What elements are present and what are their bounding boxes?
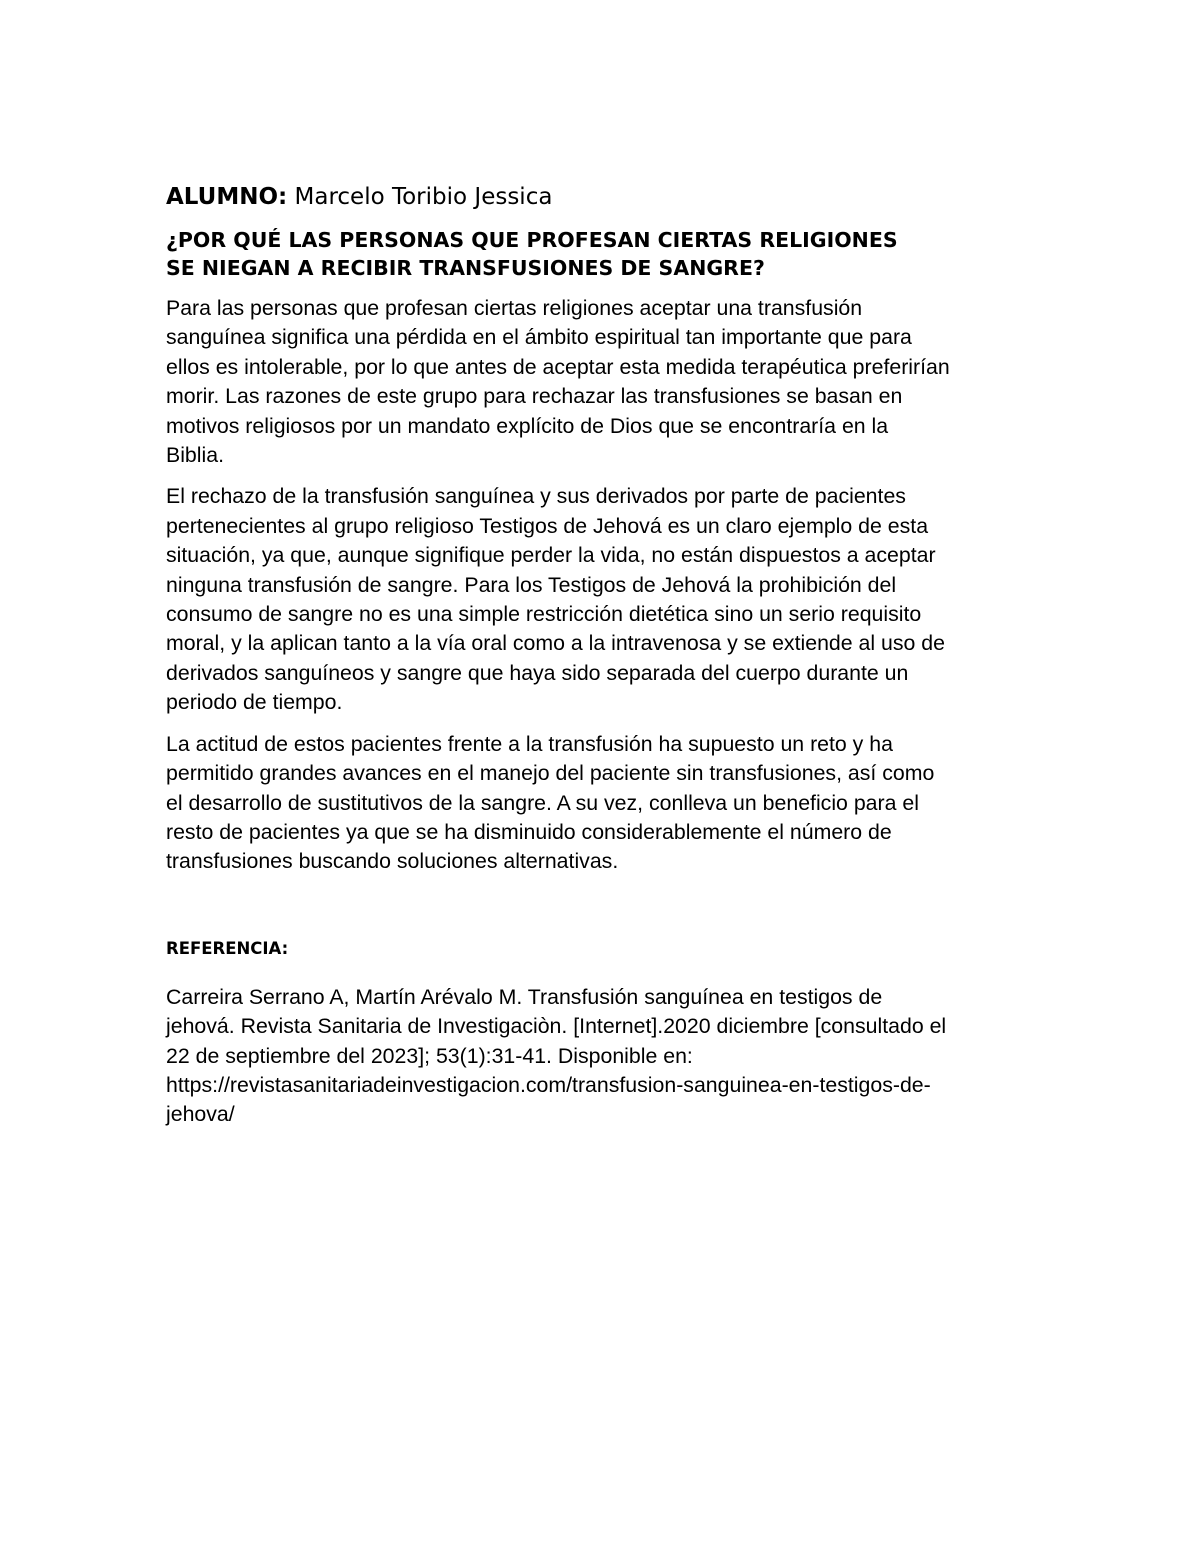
paragraph-line: derivados sanguíneos y sangre que haya sido separada del cuerpo durante un [166, 660, 909, 685]
paragraph-line: situación, ya que, aunque signifique perder la vida, no están dispuestos a aceptar [166, 543, 936, 568]
paragraph-line: resto de pacientes ya que se ha disminuido considerablemente el número de [166, 819, 892, 844]
student-name: Marcelo Toribio Jessica [294, 184, 553, 210]
student-line [166, 180, 1036, 214]
reference-heading: REFERENCIA: [166, 938, 289, 958]
question-line: SE NIEGAN A RECIBIR TRANSFUSIONES DE SANGRE? [166, 256, 765, 280]
reference-url-line[interactable]: jehova/ [166, 1102, 235, 1127]
paragraph-line: consumo de sangre no es una simple restricción dietética sino un serio requisito [166, 602, 922, 627]
paragraph-line: transfusiones buscando soluciones alternativas. [166, 849, 619, 874]
paragraph-line: Biblia. [166, 443, 225, 468]
paragraph-line: La actitud de estos pacientes frente a la transfusión ha supuesto un reto y ha [166, 731, 893, 756]
paragraph-3 [166, 730, 1036, 877]
question-heading [166, 226, 1036, 282]
paragraph-line: morir. Las razones de este grupo para rechazar las transfusiones se basan en [166, 384, 903, 409]
reference-citation [166, 983, 1036, 1130]
paragraph-line: moral, y la aplican tanto a la vía oral como a la intravenosa y se extiende al uso de [166, 631, 945, 656]
student-label: ALUMNO: [166, 184, 288, 210]
paragraph-line: Para las personas que profesan ciertas religiones aceptar una transfusión [166, 296, 863, 320]
reference-line: jehová. Revista Sanitaria de Investigaciòn. [Internet].2020 diciembre [consultado el [166, 1014, 947, 1039]
paragraph-line: motivos religiosos por un mandato explícito de Dios que se encontraría en la [166, 413, 889, 438]
paragraph-line: ellos es intolerable, por lo que antes de aceptar esta medida terapéutica preferirían [166, 354, 950, 379]
paragraph-line: pertenecientes al grupo religioso Testigos de Jehová es un claro ejemplo de esta [166, 513, 929, 538]
paragraph-line: ninguna transfusión de sangre. Para los Testigos de Jehová la prohibición del [166, 572, 897, 597]
reference-line: Carreira Serrano A, Martín Arévalo M. Transfusión sanguínea en testigos de [166, 984, 883, 1009]
paragraph-2 [166, 482, 1036, 717]
paragraph-line: sanguínea significa una pérdida en el ámbito espiritual tan importante que para [166, 325, 912, 350]
reference-line: 22 de septiembre del 2023]; 53(1):31-41. Disponible en: [166, 1043, 693, 1068]
paragraph-line: El rechazo de la transfusión sanguínea y sus derivados por parte de pacientes [166, 484, 906, 509]
paragraph-1 [166, 294, 1036, 470]
paragraph-line: periodo de tiempo. [166, 690, 343, 715]
paragraph-line: el desarrollo de sustitutivos de la sangre. A su vez, conlleva un beneficio para el [166, 790, 919, 815]
question-line: ¿POR QUÉ LAS PERSONAS QUE PROFESAN CIERTAS RELIGIONES [166, 228, 898, 252]
reference-url-line[interactable]: https://revistasanitariadeinvestigacion.com/transfusion-sanguinea-en-testigos-de- [166, 1072, 931, 1097]
paragraph-line: permitido grandes avances en el manejo del paciente sin transfusiones, así como [166, 761, 935, 786]
document-content [166, 180, 1036, 1142]
